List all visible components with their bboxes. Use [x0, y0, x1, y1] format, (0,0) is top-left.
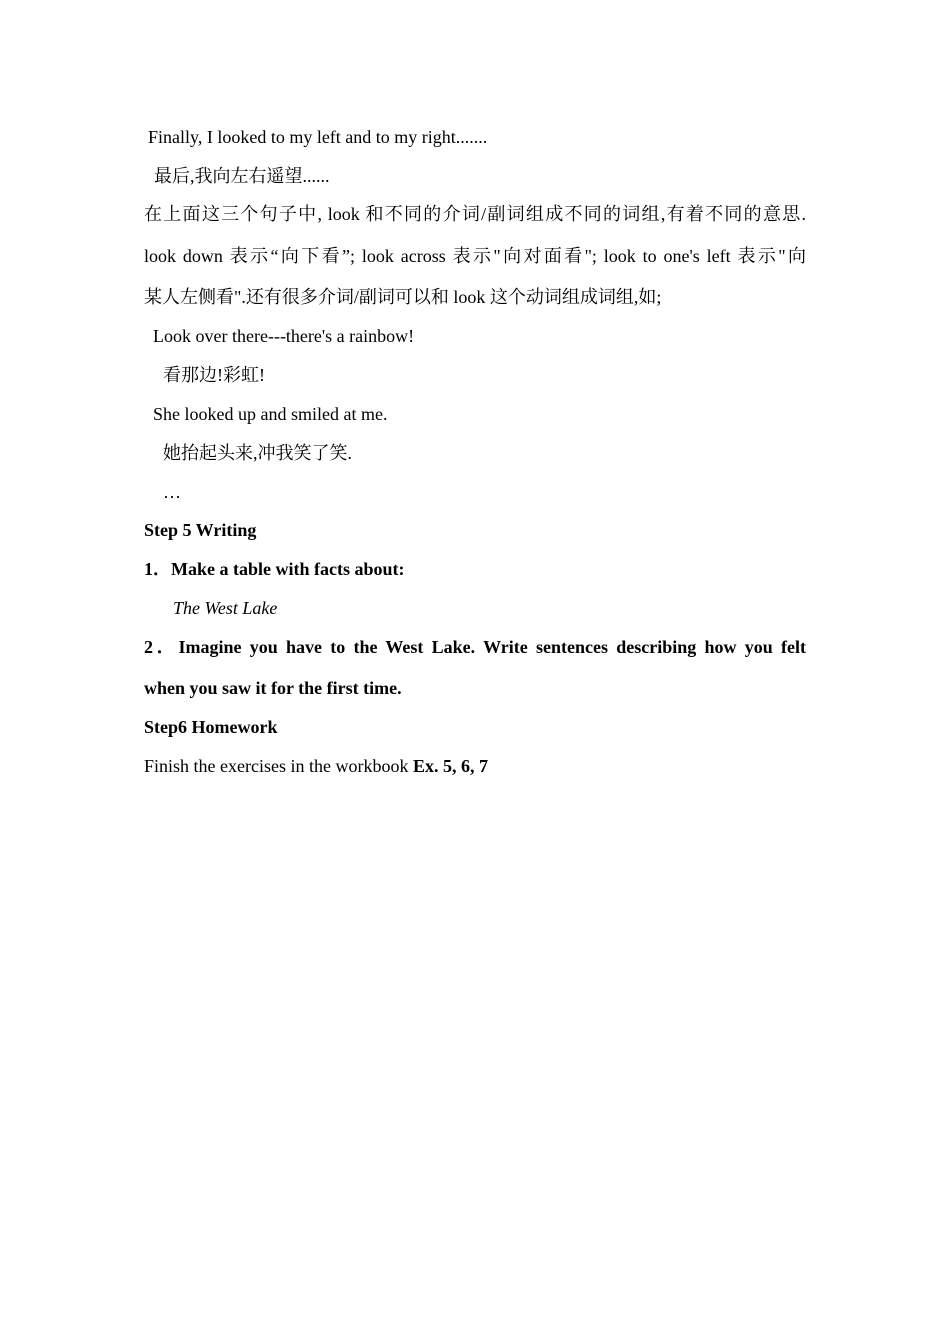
- homework-exercises: Ex. 5, 6, 7: [412, 756, 488, 776]
- step5-heading: Step 5 Writing: [144, 520, 257, 540]
- example1-chinese: 最后,我向左右遥望......: [154, 166, 330, 186]
- step6-heading: Step6 Homework: [144, 717, 278, 737]
- homework-line: [144, 755, 488, 777]
- task2-line-1: 2．Imagine you have to the West Lake. Write sentences describing how you felt: [144, 637, 806, 657]
- task1-topic: The West Lake: [173, 598, 278, 618]
- example3-chinese: 她抬起头来,冲我笑了笑.: [163, 443, 352, 463]
- explanation-line-1: 在上面这三个句子中, look 和不同的介词/副词组成不同的词组,有着不同的意思.: [144, 204, 806, 224]
- example2-english: Look over there---there's a rainbow!: [153, 326, 415, 346]
- explanation-line-3: 某人左侧看".还有很多介词/副词可以和 look 这个动词组成词组,如;: [144, 287, 662, 307]
- example1-english: Finally, I looked to my left and to my right.......: [148, 127, 488, 147]
- ellipsis: …: [163, 482, 181, 502]
- explanation-line-2: look down 表示“向下看”; look across 表示"向对面看"; look to one's left 表示"向: [144, 246, 806, 266]
- homework-text: Finish the exercises in the workbook: [144, 756, 413, 776]
- example2-chinese: 看那边!彩虹!: [163, 365, 265, 385]
- example3-english: She looked up and smiled at me.: [153, 404, 388, 424]
- task1-text: 1．Make a table with facts about:: [144, 559, 405, 579]
- task2-line-2: when you saw it for the first time.: [144, 678, 402, 698]
